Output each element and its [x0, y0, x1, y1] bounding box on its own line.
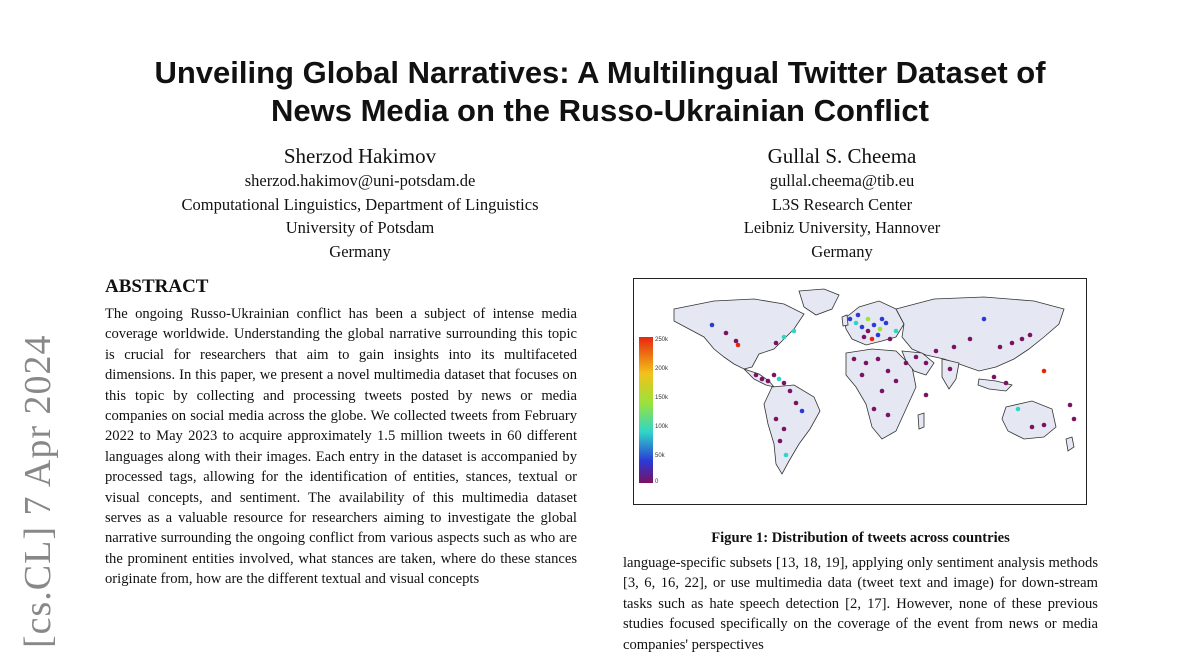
country-marker: [736, 343, 741, 348]
colorbar: [639, 337, 653, 483]
country-marker: [992, 375, 997, 380]
country-marker: [788, 389, 793, 394]
country-marker: [872, 323, 877, 328]
title-line-2: News Media on the Russo-Ukrainian Conflict: [271, 93, 929, 128]
country-marker: [948, 367, 953, 372]
abstract-heading: ABSTRACT: [105, 276, 209, 297]
country-marker: [782, 427, 787, 432]
country-marker: [876, 357, 881, 362]
country-marker: [760, 377, 765, 382]
land-masses: [674, 289, 1074, 474]
country-marker: [952, 345, 957, 350]
country-marker: [1020, 337, 1025, 342]
india: [942, 359, 959, 389]
country-marker: [878, 327, 883, 332]
country-marker: [914, 355, 919, 360]
madagascar: [918, 413, 924, 429]
country-marker: [884, 321, 889, 326]
country-marker: [876, 333, 881, 338]
country-marker: [934, 349, 939, 354]
country-marker: [800, 409, 805, 414]
colorbar-tick: 0: [655, 479, 659, 485]
country-marker: [924, 393, 929, 398]
country-marker: [774, 417, 779, 422]
figure-caption: Figure 1: Distribution of tweets across countries: [711, 530, 1010, 546]
author-affiliation: Leibniz University, Hannover: [743, 218, 941, 237]
country-marker: [894, 329, 899, 334]
country-marker: [754, 373, 759, 378]
country-marker: [848, 317, 853, 322]
country-marker: [772, 373, 777, 378]
country-marker: [784, 453, 789, 458]
author-email[interactable]: sherzod.hakimov@uni-potsdam.de: [244, 171, 476, 190]
country-marker: [854, 321, 859, 326]
country-marker: [862, 335, 867, 340]
country-marker: [852, 357, 857, 362]
author-block-1: [140, 143, 580, 263]
world-map: [634, 279, 1086, 504]
paper-title: [0, 54, 1200, 130]
colorbar-tick: 50k: [655, 453, 665, 459]
country-marker: [1042, 423, 1047, 428]
country-marker: [998, 345, 1003, 350]
south-america: [764, 385, 820, 474]
country-marker: [1030, 425, 1035, 430]
uk: [842, 315, 848, 326]
australia: [1002, 401, 1056, 439]
body-paragraph: language-specific subsets [13, 18, 19], applying only sentiment analysis methods [3, 6, 16, 22], or use multimedia data (tweet text and image) for down-stream tasks such as hate speech detection [2, 17]. However, none of these previous studies focused specifically on the coverage of the event from news or media companies' perspectives: [623, 555, 1098, 653]
country-marker: [1072, 417, 1077, 422]
country-marker: [904, 361, 909, 366]
country-marker: [1016, 407, 1021, 412]
country-marker: [982, 317, 987, 322]
author-name: Sherzod Hakimov: [283, 144, 437, 168]
country-marker: [924, 361, 929, 366]
country-marker: [872, 407, 877, 412]
author-email[interactable]: gullal.cheema@tib.eu: [769, 171, 915, 190]
country-marker: [1004, 381, 1009, 386]
country-marker: [794, 401, 799, 406]
country-marker: [888, 337, 893, 342]
central-america: [744, 369, 774, 387]
country-marker: [880, 317, 885, 322]
abstract-text: The ongoing Russo-Ukrainian conflict has been a subject of intense media coverage worldwide. Understanding the global narrative surrounding this topic is crucial for researchers that aim to gain insights into its multifaceted dimensions. In this paper, we present a novel multimedia dataset that focuses on this topic by collecting and processing tweets posted by news or media companies on social media across the globe. We collected tweets from February 2022 to May 2023 to acquire approximately 1.5 million tweets in 60 different languages along with their images. Each entry in the dataset is accompanied by processed tags, allowing for the identification of entities, stances, textual or visual concepts, and sentiment. The availability of this multimedia dataset serves as a valuable resource for researchers aiming to investigate the global narrative surrounding the ongoing conflict from various aspects such as who are the prominent entities involved, what stances are taken, where do these stances originate from, how are the different textual and visual concepts: [105, 306, 577, 588]
north-america: [674, 299, 804, 369]
colorbar-tick: 100k: [655, 424, 669, 430]
country-marker: [1010, 341, 1015, 346]
country-marker: [880, 389, 885, 394]
country-marker: [866, 329, 871, 334]
country-marker: [782, 335, 787, 340]
country-marker: [792, 329, 797, 334]
colorbar-tick: 150k: [655, 395, 669, 401]
country-marker: [860, 325, 865, 330]
world-map-figure: [633, 278, 1087, 505]
country-marker: [866, 317, 871, 322]
country-marker: [724, 331, 729, 336]
country-marker: [864, 361, 869, 366]
country-marker: [710, 323, 715, 328]
country-marker: [886, 369, 891, 374]
country-marker: [782, 381, 787, 386]
country-marker: [1068, 403, 1073, 408]
country-marker: [774, 341, 779, 346]
country-marker: [778, 439, 783, 444]
colorbar-tick: 250k: [655, 337, 669, 343]
colorbar-tick: 200k: [655, 366, 669, 372]
country-marker: [968, 337, 973, 342]
country-marker: [860, 373, 865, 378]
country-marker: [734, 339, 739, 344]
author-affiliation: Computational Linguistics, Department of Linguistics: [181, 194, 539, 214]
author-affiliation: University of Potsdam: [285, 218, 435, 237]
arxiv-stamp: [cs.CL] 7 Apr 2024: [17, 334, 59, 648]
author-block-2: [622, 143, 1062, 263]
new-zealand: [1066, 437, 1074, 451]
author-name: Gullal S. Cheema: [767, 144, 917, 168]
country-marker: [777, 377, 782, 382]
greenland: [799, 289, 839, 315]
country-marker: [1042, 369, 1047, 374]
country-marker: [870, 337, 875, 342]
country-marker: [856, 313, 861, 318]
author-affiliation: L3S Research Center: [771, 194, 913, 214]
country-marker: [894, 379, 899, 384]
country-marker: [766, 379, 771, 384]
title-line-1: Unveiling Global Narratives: A Multilingual Twitter Dataset of: [154, 55, 1046, 90]
country-marker: [886, 413, 891, 418]
author-country: Germany: [329, 241, 391, 261]
country-marker: [1028, 333, 1033, 338]
author-country: Germany: [811, 241, 873, 261]
